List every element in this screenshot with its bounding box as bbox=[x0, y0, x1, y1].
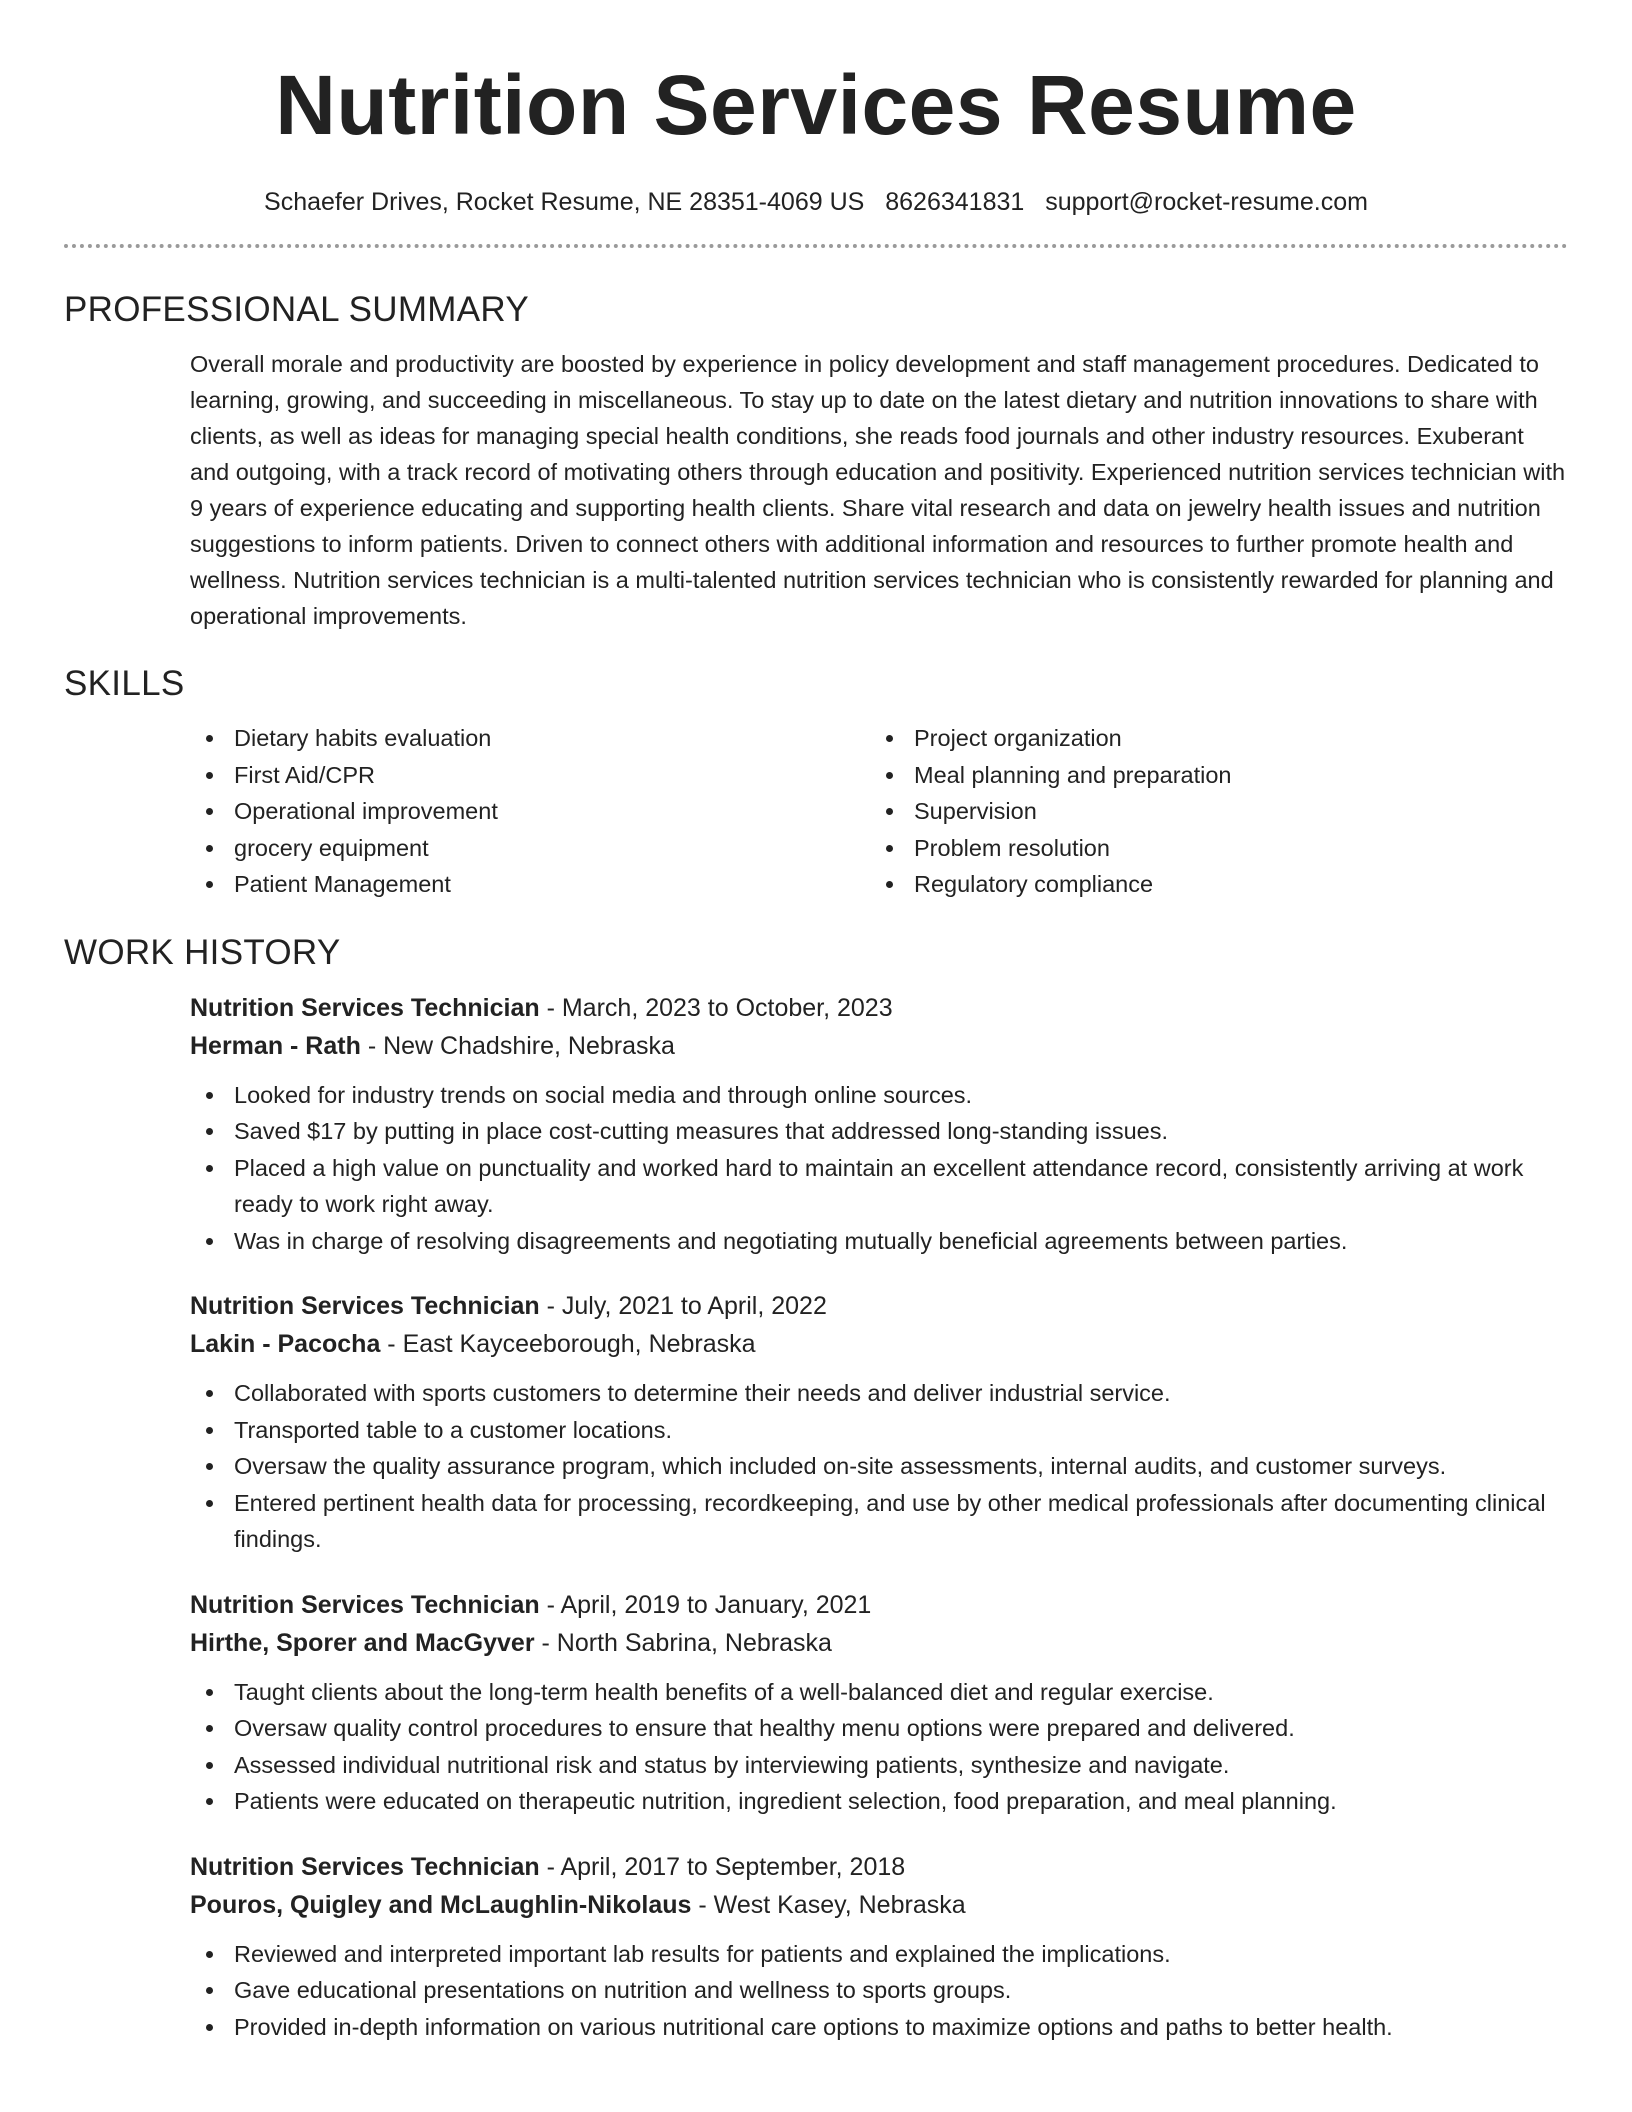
skills-heading: SKILLS bbox=[64, 664, 185, 703]
skills-column-right bbox=[870, 720, 1550, 903]
job-entry bbox=[190, 989, 1568, 1260]
job-bullet: Entered pertinent health data for processing, recordkeeping, and use by other medical professionals after documenting clinical findings. bbox=[190, 1485, 1568, 1558]
job-bullet: Collaborated with sports customers to determine their needs and deliver industrial service. bbox=[190, 1375, 1568, 1412]
job-title-line bbox=[190, 1586, 1568, 1624]
skill-item: First Aid/CPR bbox=[190, 757, 870, 794]
job-bullet: Looked for industry trends on social media and through online sources. bbox=[190, 1077, 1568, 1114]
summary-section bbox=[64, 288, 1568, 634]
job-bullets bbox=[190, 1077, 1568, 1260]
job-entry bbox=[190, 1586, 1568, 1820]
job-bullet: Gave educational presentations on nutrition and wellness to sports groups. bbox=[190, 1972, 1568, 2009]
job-bullet: Oversaw the quality assurance program, which included on-site assessments, internal audits, and customer surveys. bbox=[190, 1448, 1568, 1485]
job-entry bbox=[190, 1287, 1568, 1558]
job-bullet: Provided in-depth information on various nutritional care options to maximize options and paths to better health. bbox=[190, 2009, 1568, 2046]
job-bullet: Taught clients about the long-term health benefits of a well-balanced diet and regular exercise. bbox=[190, 1674, 1568, 1711]
job-bullet: Saved $17 by putting in place cost-cutting measures that addressed long-standing issues. bbox=[190, 1113, 1568, 1150]
job-title: Nutrition Services Technician bbox=[190, 1852, 540, 1881]
job-bullet: Placed a high value on punctuality and worked hard to maintain an excellent attendance record, consistently arriving at work ready to work right away. bbox=[190, 1150, 1568, 1223]
skills-grid bbox=[190, 720, 1568, 903]
job-location: - West Kasey, Nebraska bbox=[691, 1890, 966, 1919]
job-title-line bbox=[190, 1287, 1568, 1325]
job-company: Herman - Rath bbox=[190, 1031, 361, 1060]
summary-text: Overall morale and productivity are boosted by experience in policy development and staff management procedures. Dedicated to learning, growing, and succeeding in miscellaneous. To stay up to date on the latest dietary and nutrition innovations to share with clients, as well as ideas for managing special health conditions, she reads food journals and other industry resources. Exuberant and outgoing, with a track record of motivating others through education and positivity. Experienced nutrition services technician with 9 years of experience educating and supporting health clients. Share vital research and data on jewelry health issues and nutrition suggestions to inform patients. Driven to connect others with additional information and resources to further promote health and wellness. Nutrition services technician is a multi-talented nutrition services technician who is consistently rewarded for planning and operational improvements. bbox=[190, 351, 1566, 629]
skill-item: grocery equipment bbox=[190, 830, 870, 867]
work-history-heading: WORK HISTORY bbox=[64, 932, 341, 972]
skill-item: Regulatory compliance bbox=[870, 866, 1550, 903]
skills-column-left bbox=[190, 720, 870, 903]
resume-title: Nutrition Services Resume bbox=[275, 58, 1357, 152]
job-dates: - April, 2019 to January, 2021 bbox=[539, 1590, 872, 1619]
skill-item: Operational improvement bbox=[190, 793, 870, 830]
job-company: Hirthe, Sporer and MacGyver bbox=[190, 1628, 535, 1657]
job-bullet: Assessed individual nutritional risk and status by interviewing patients, synthesize and navigate. bbox=[190, 1747, 1568, 1784]
job-bullets bbox=[190, 1375, 1568, 1558]
work-history-section bbox=[64, 931, 1568, 2046]
job-bullet: Transported table to a customer locations. bbox=[190, 1412, 1568, 1449]
job-dates: - July, 2021 to April, 2022 bbox=[539, 1292, 827, 1320]
contact-phone: 8626341831 bbox=[885, 188, 1025, 216]
skill-item: Patient Management bbox=[190, 866, 870, 903]
job-dates: - March, 2023 to October, 2023 bbox=[539, 993, 893, 1022]
job-bullets bbox=[190, 1674, 1568, 1820]
contact-address: Schaefer Drives, Rocket Resume, NE 28351-4069 US bbox=[264, 188, 865, 216]
job-list bbox=[190, 989, 1568, 2046]
job-bullet: Patients were educated on therapeutic nutrition, ingredient selection, food preparation, and meal planning. bbox=[190, 1783, 1568, 1820]
job-bullet: Was in charge of resolving disagreements and negotiating mutually beneficial agreements between parties. bbox=[190, 1223, 1568, 1260]
job-entry bbox=[190, 1848, 1568, 2046]
job-title: Nutrition Services Technician bbox=[190, 1590, 540, 1619]
job-bullets bbox=[190, 1936, 1568, 2046]
skill-item: Supervision bbox=[870, 793, 1550, 830]
contact-line bbox=[64, 186, 1568, 218]
job-location: - North Sabrina, Nebraska bbox=[534, 1628, 832, 1657]
skills-section bbox=[64, 662, 1568, 903]
job-title: Nutrition Services Technician bbox=[190, 1292, 540, 1320]
job-company: Pouros, Quigley and McLaughlin-Nikolaus bbox=[190, 1890, 692, 1919]
header-divider bbox=[64, 244, 1568, 248]
job-bullet: Reviewed and interpreted important lab results for patients and explained the implications. bbox=[190, 1936, 1568, 1973]
job-location: - East Kayceeborough, Nebraska bbox=[380, 1330, 756, 1358]
skill-item: Problem resolution bbox=[870, 830, 1550, 867]
job-company-line bbox=[190, 1325, 1568, 1363]
job-company-line bbox=[190, 1886, 1568, 1924]
skill-item: Project organization bbox=[870, 720, 1550, 757]
job-title-line bbox=[190, 989, 1568, 1027]
job-title-line bbox=[190, 1848, 1568, 1886]
skill-item: Meal planning and preparation bbox=[870, 757, 1550, 794]
job-company-line bbox=[190, 1624, 1568, 1662]
summary-heading: PROFESSIONAL SUMMARY bbox=[64, 290, 529, 329]
job-dates: - April, 2017 to September, 2018 bbox=[539, 1852, 906, 1881]
job-bullet: Oversaw quality control procedures to ensure that healthy menu options were prepared and delivered. bbox=[190, 1710, 1568, 1747]
job-company-line bbox=[190, 1027, 1568, 1065]
job-title: Nutrition Services Technician bbox=[190, 993, 540, 1022]
contact-email: support@rocket-resume.com bbox=[1045, 188, 1368, 216]
skill-item: Dietary habits evaluation bbox=[190, 720, 870, 757]
job-company: Lakin - Pacocha bbox=[190, 1330, 381, 1358]
job-location: - New Chadshire, Nebraska bbox=[360, 1031, 675, 1060]
